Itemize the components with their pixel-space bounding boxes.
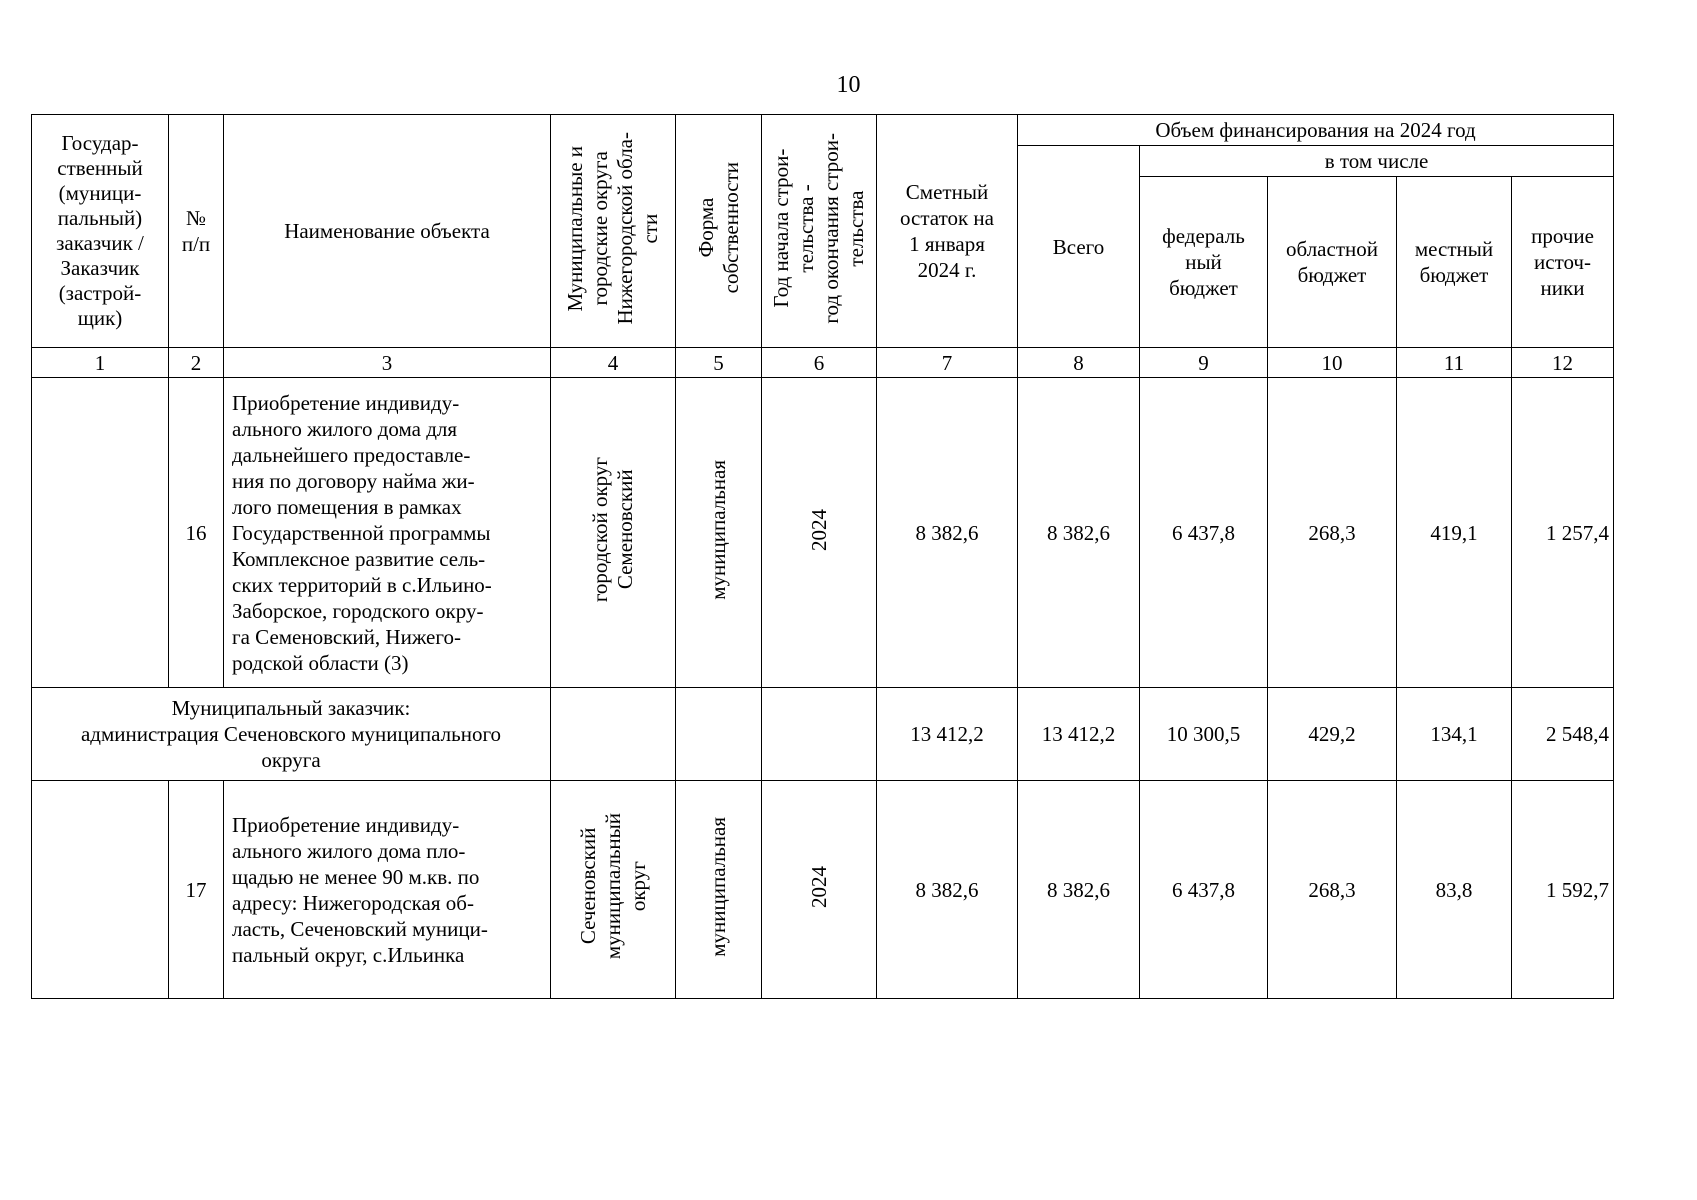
row-total: 13 412,2 [1018,688,1140,781]
row-ownership-cell [676,781,762,999]
row-object-name: Приобретение индивиду- ального жилого дома пло- щадью не менее 90 м.кв. по адресу: Нижегородская об- ласть, Сеченовский муници- пальный округ, с.Ильинка [224,781,551,999]
row-regional: 268,3 [1268,781,1397,999]
row-regional: 268,3 [1268,378,1397,688]
row-ownership: муниципальная [706,816,730,957]
row-ownership-cell [676,378,762,688]
financing-table [31,114,1614,999]
empty-cell [676,688,762,781]
column-number: 10 [1268,348,1397,378]
header-row-1 [32,115,1614,146]
row-num: 16 [169,378,224,688]
row-total: 8 382,6 [1018,781,1140,999]
row-local: 419,1 [1397,378,1512,688]
row-municipality: Сеченовский муниципальный округ [575,813,650,960]
header-municipality: Муниципальные и городские округа Нижегородской обла- сти [563,131,662,325]
column-number: 7 [877,348,1018,378]
column-numbers-row [32,348,1614,378]
header-years-cell [762,115,877,348]
column-number: 8 [1018,348,1140,378]
row-estimated-balance: 13 412,2 [877,688,1018,781]
row-years-cell [762,781,877,999]
row-municipality-cell [551,781,676,999]
row-federal: 6 437,8 [1140,378,1268,688]
row-customer [32,378,169,688]
row-years-cell [762,378,877,688]
row-federal: 10 300,5 [1140,688,1268,781]
row-years: 2024 [806,865,831,908]
header-customer: Государ- ственный (муници- пальный) заказчик / Заказчик (застрой- щик) [32,115,169,348]
column-number: 1 [32,348,169,378]
column-number: 5 [676,348,762,378]
row-years: 2024 [806,508,831,551]
column-number: 3 [224,348,551,378]
row-regional: 429,2 [1268,688,1397,781]
row-local: 134,1 [1397,688,1512,781]
row-local: 83,8 [1397,781,1512,999]
header-num: № п/п [169,115,224,348]
header-estimated-balance: Сметный остаток на 1 января 2024 г. [877,115,1018,348]
header-object-name: Наименование объекта [224,115,551,348]
row-federal: 6 437,8 [1140,781,1268,999]
empty-cell [762,688,877,781]
row-municipality-cell [551,378,676,688]
header-total: Всего [1018,146,1140,348]
table-row-municipal-customer [32,688,1614,781]
table-row-17 [32,781,1614,999]
row-other: 2 548,4 [1512,688,1614,781]
column-number: 9 [1140,348,1268,378]
header-federal: федераль ный бюджет [1140,177,1268,348]
header-regional: областной бюджет [1268,177,1397,348]
header-local: местный бюджет [1397,177,1512,348]
row-customer [32,781,169,999]
header-ownership-cell [676,115,762,348]
row-estimated-balance: 8 382,6 [877,378,1018,688]
column-number: 4 [551,348,676,378]
empty-cell [551,688,676,781]
column-number: 11 [1397,348,1512,378]
row-other: 1 257,4 [1512,378,1614,688]
row-total: 8 382,6 [1018,378,1140,688]
header-including: в том числе [1140,146,1614,177]
header-years: Год начала строи- тельства - год окончания строи- тельства [769,132,868,324]
row-ownership: муниципальная [706,459,730,600]
column-number: 2 [169,348,224,378]
row-municipality: городской округ Семеновский [588,456,637,603]
row-estimated-balance: 8 382,6 [877,781,1018,999]
header-ownership: Форма собственности [693,162,743,294]
municipal-customer-label: Муниципальный заказчик: администрация Сеченовского муниципального округа [32,688,551,781]
page-number: 10 [836,72,861,98]
table-row-16 [32,378,1614,688]
column-number: 12 [1512,348,1614,378]
row-object-name: Приобретение индивиду- ального жилого дома для дальнейшего предоставле- ния по договору найма жи- лого помещения в рамках Государственной программы Комплексное развитие сель- ских территорий в с.Ильино- Заборское, городского окру- га Семеновский, Нижего- родской области (3) [224,378,551,688]
header-other: прочие источ- ники [1512,177,1614,348]
row-other: 1 592,7 [1512,781,1614,999]
header-municipality-cell [551,115,676,348]
header-funding-group: Объем финансирования на 2024 год [1018,115,1614,146]
row-num: 17 [169,781,224,999]
column-number: 6 [762,348,877,378]
